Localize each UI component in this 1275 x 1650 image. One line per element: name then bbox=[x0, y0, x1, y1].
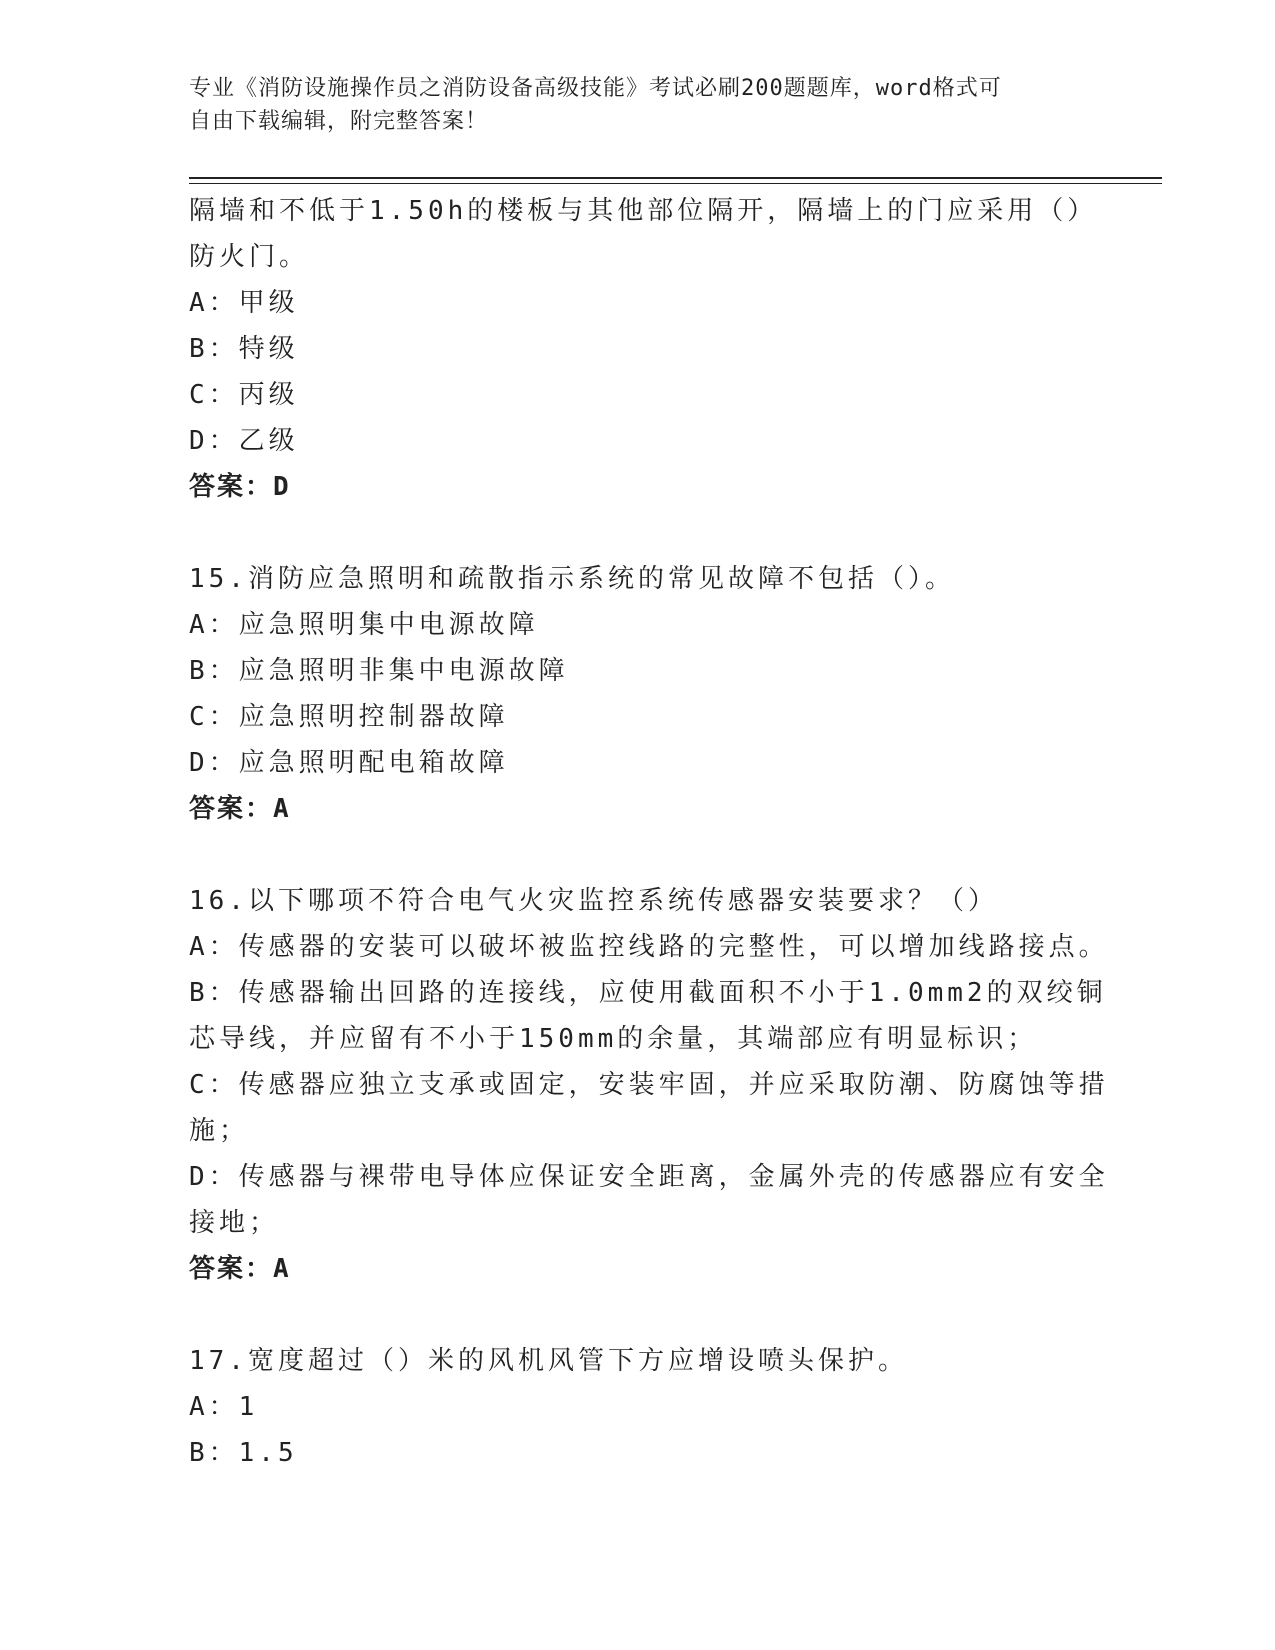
document-header bbox=[189, 72, 1089, 138]
question-text-line: 防火门。 bbox=[189, 242, 310, 272]
option-a: A：传感器的安装可以破坏被监控线路的完整性，可以增加线路接点。 bbox=[189, 932, 1109, 962]
spacer bbox=[189, 510, 1089, 556]
question-14 bbox=[189, 188, 1098, 510]
option-b: B：应急照明非集中电源故障 bbox=[189, 656, 569, 686]
option-d-continued: 接地； bbox=[189, 1208, 280, 1238]
option-d: D：乙级 bbox=[189, 426, 299, 456]
option-d: D：传感器与裸带电导体应保证安全距离，金属外壳的传感器应有安全 bbox=[189, 1162, 1109, 1192]
question-text: 16.以下哪项不符合电气火灾监控系统传感器安装要求？（） bbox=[189, 886, 998, 916]
option-a: A：应急照明集中电源故障 bbox=[189, 610, 539, 640]
header-line-1: 专业《消防设施操作员之消防设备高级技能》考试必刷200题题库，word格式可 bbox=[189, 76, 1002, 101]
question-text: 15.消防应急照明和疏散指示系统的常见故障不包括（）。 bbox=[189, 564, 955, 594]
option-b-continued: 芯导线，并应留有不小于150mm的余量，其端部应有明显标识； bbox=[189, 1024, 1038, 1054]
answer: 答案：A bbox=[189, 1254, 291, 1284]
answer: 答案：A bbox=[189, 794, 291, 824]
option-b: B：1.5 bbox=[189, 1438, 298, 1468]
option-a: A：甲级 bbox=[189, 288, 299, 318]
header-divider-thick bbox=[189, 177, 1162, 179]
option-c: C：丙级 bbox=[189, 380, 299, 410]
question-17 bbox=[189, 1338, 1089, 1476]
option-c: C：传感器应独立支承或固定，安装牢固，并应采取防潮、防腐蚀等措 bbox=[189, 1070, 1109, 1100]
option-d: D：应急照明配电箱故障 bbox=[189, 748, 509, 778]
option-a: A：1 bbox=[189, 1392, 259, 1422]
option-c-continued: 施； bbox=[189, 1116, 250, 1146]
option-b: B：传感器输出回路的连接线，应使用截面积不小于1.0mm2的双绞铜 bbox=[189, 978, 1107, 1008]
question-content bbox=[189, 188, 1109, 1476]
question-text-line: 隔墙和不低于1.50h的楼板与其他部位隔开，隔墙上的门应采用（） bbox=[189, 196, 1098, 226]
question-16 bbox=[189, 878, 1109, 1292]
option-c: C：应急照明控制器故障 bbox=[189, 702, 509, 732]
header-divider-thin bbox=[189, 183, 1162, 184]
answer: 答案：D bbox=[189, 472, 291, 502]
question-text: 17.宽度超过（）米的风机风管下方应增设喷头保护。 bbox=[189, 1346, 908, 1376]
question-15 bbox=[189, 556, 1089, 832]
spacer bbox=[189, 832, 1089, 878]
header-line-2: 自由下载编辑，附完整答案！ bbox=[189, 109, 489, 134]
spacer bbox=[189, 1292, 1089, 1338]
option-b: B：特级 bbox=[189, 334, 299, 364]
